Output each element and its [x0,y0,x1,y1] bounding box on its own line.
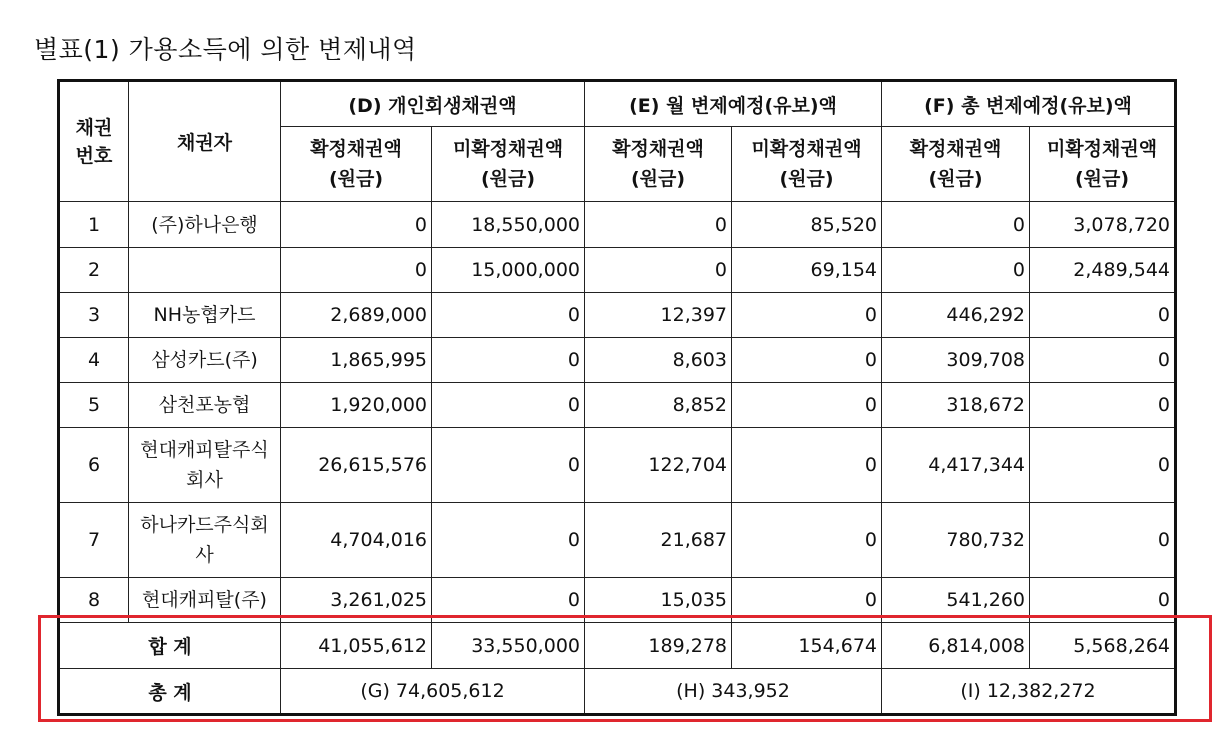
row-f1: 780,732 [882,503,1030,578]
table-row [59,428,1176,503]
row-d2: 0 [432,338,585,383]
row-creditor: (주)하나은행 [129,202,281,248]
row-e2: 0 [732,578,882,623]
row-f2: 0 [1030,338,1176,383]
header-f-unconfirmed: 미확정채권액 (원금) [1030,127,1176,202]
row-f2: 0 [1030,503,1176,578]
row-e2: 0 [732,428,882,503]
subtotal-f2: 5,568,264 [1030,623,1176,669]
header-d-confirmed: 확정채권액 (원금) [281,127,432,202]
total-g: (G) 74,605,612 [281,669,585,715]
table-row [59,338,1176,383]
row-d2: 0 [432,503,585,578]
total-label: 총 계 [59,669,281,715]
row-d2: 0 [432,428,585,503]
table-row [59,248,1176,293]
header-group-f: (F) 총 변제예정(유보)액 [882,81,1176,127]
row-e2: 85,520 [732,202,882,248]
header-f-confirmed: 확정채권액 (원금) [882,127,1030,202]
row-number: 4 [59,338,129,383]
row-d1: 2,689,000 [281,293,432,338]
row-e2: 0 [732,293,882,338]
row-number: 3 [59,293,129,338]
total-h: (H) 343,952 [585,669,882,715]
row-d2: 0 [432,293,585,338]
row-f1: 0 [882,202,1030,248]
row-d1: 1,920,000 [281,383,432,428]
header-group-e: (E) 월 변제예정(유보)액 [585,81,882,127]
row-number: 2 [59,248,129,293]
row-e2: 0 [732,503,882,578]
row-d1: 4,704,016 [281,503,432,578]
row-d1: 1,865,995 [281,338,432,383]
table-row [59,503,1176,578]
row-f2: 2,489,544 [1030,248,1176,293]
row-creditor: 하나카드주식회 사 [129,503,281,578]
row-number: 1 [59,202,129,248]
subtotal-d1: 41,055,612 [281,623,432,669]
row-f2: 0 [1030,293,1176,338]
row-f1: 318,672 [882,383,1030,428]
row-e1: 12,397 [585,293,732,338]
table-row [59,383,1176,428]
row-e2: 0 [732,338,882,383]
row-f2: 0 [1030,383,1176,428]
header-e-confirmed: 확정채권액 (원금) [585,127,732,202]
row-e1: 8,603 [585,338,732,383]
row-d1: 3,261,025 [281,578,432,623]
row-d2: 0 [432,578,585,623]
total-i: (I) 12,382,272 [882,669,1176,715]
header-creditor: 채권자 [129,81,281,202]
row-f2: 0 [1030,578,1176,623]
row-e1: 0 [585,202,732,248]
row-e1: 0 [585,248,732,293]
header-e-unconfirmed: 미확정채권액 (원금) [732,127,882,202]
row-f2: 0 [1030,428,1176,503]
row-d2: 18,550,000 [432,202,585,248]
header-no: 채권 번호 [59,81,129,202]
header-group-d: (D) 개인회생채권액 [281,81,585,127]
row-e1: 122,704 [585,428,732,503]
subtotal-e2: 154,674 [732,623,882,669]
row-number: 6 [59,428,129,503]
row-e2: 0 [732,383,882,428]
row-number: 8 [59,578,129,623]
page-title: 별표(1) 가용소득에 의한 변제내역 [34,35,417,64]
row-f1: 4,417,344 [882,428,1030,503]
row-number: 5 [59,383,129,428]
table-row [59,202,1176,248]
row-d1: 26,615,576 [281,428,432,503]
table-row [59,293,1176,338]
row-e1: 15,035 [585,578,732,623]
subtotal-f1: 6,814,008 [882,623,1030,669]
row-d1: 0 [281,202,432,248]
row-e2: 69,154 [732,248,882,293]
row-f2: 3,078,720 [1030,202,1176,248]
row-f1: 0 [882,248,1030,293]
subtotal-d2: 33,550,000 [432,623,585,669]
row-creditor: NH농협카드 [129,293,281,338]
row-creditor: 현대캐피탈(주) [129,578,281,623]
row-d2: 15,000,000 [432,248,585,293]
row-f1: 309,708 [882,338,1030,383]
row-number: 7 [59,503,129,578]
row-e1: 21,687 [585,503,732,578]
subtotal-e1: 189,278 [585,623,732,669]
row-d2: 0 [432,383,585,428]
row-creditor [129,248,281,293]
header-row-groups [59,81,1176,127]
row-f1: 541,260 [882,578,1030,623]
header-d-unconfirmed: 미확정채권액 (원금) [432,127,585,202]
row-f1: 446,292 [882,293,1030,338]
subtotal-label: 합 계 [59,623,281,669]
row-e1: 8,852 [585,383,732,428]
row-creditor: 삼천포농협 [129,383,281,428]
highlight-box [38,615,1212,722]
row-creditor: 삼성카드(주) [129,338,281,383]
row-creditor: 현대캐피탈주식 회사 [129,428,281,503]
row-d1: 0 [281,248,432,293]
